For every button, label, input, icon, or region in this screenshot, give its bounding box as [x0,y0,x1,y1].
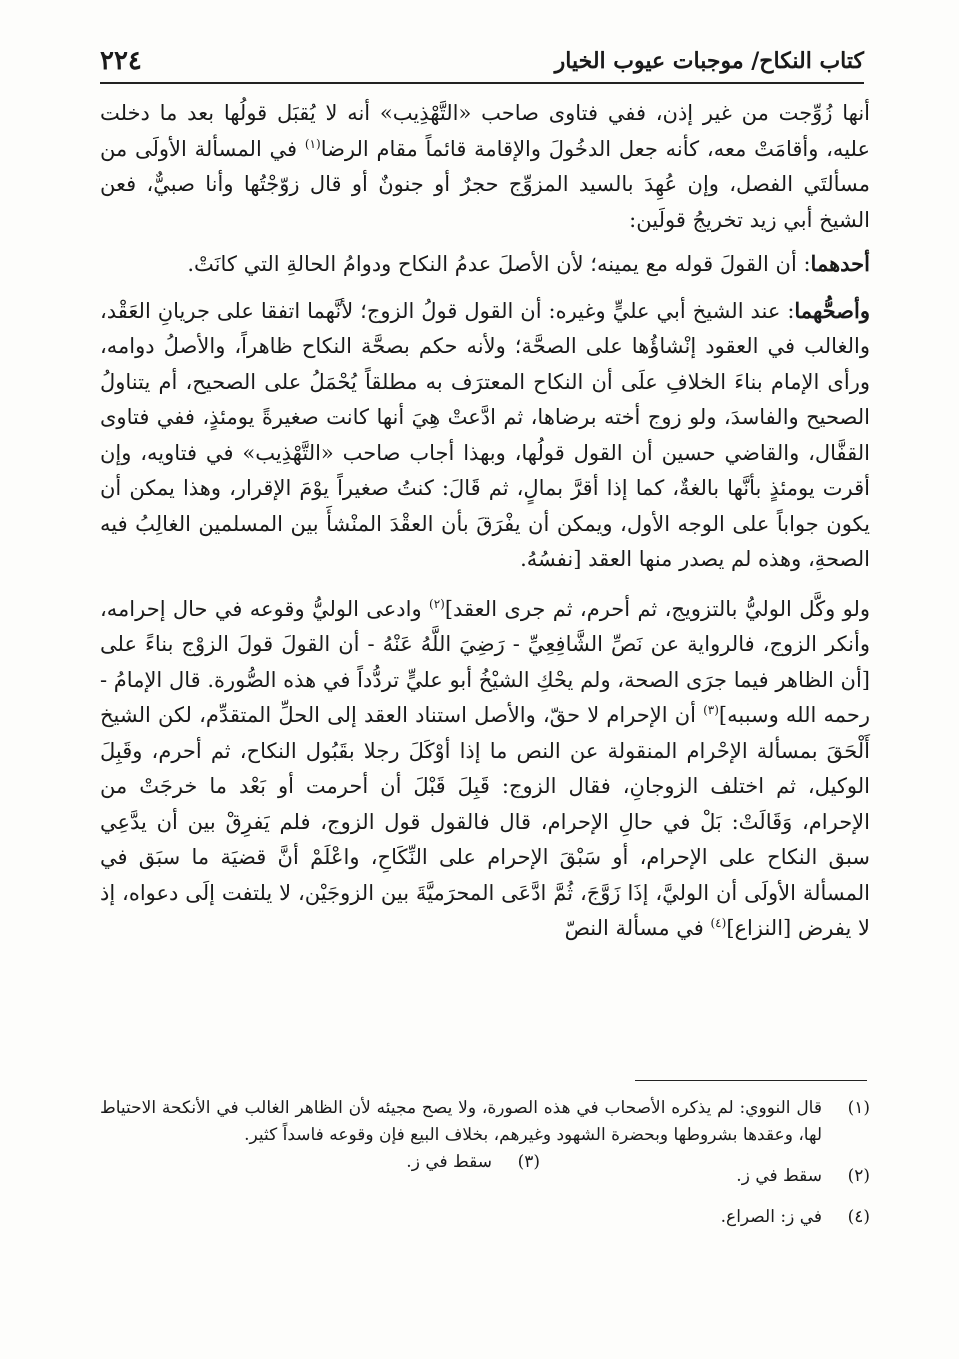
footnotes [100,1095,870,1237]
page-header [100,38,864,84]
footnote-4-text: في ز: الصراع. [720,1207,822,1227]
footnote-3-text: سقط في ز. [406,1152,492,1172]
paragraph-3-lead: وأصحُّهما [794,297,870,323]
paragraph-3-text: : عند الشيخ أبي عليٍّ وغيره: أن القول قولُ الزوج؛ لأنَّهما اتفقا على جريانِ العَقْد، والغالب في العقود إنْشاؤُها على الصحَّة؛ ولأنه حكم بصحَّة النكاح ظاهراً، والأصلُ دوامه، ورأى الإمام بناءَ الخلافِ علَى أن النكاح المعترَف به مطلقاً يُحْمَلُ على الصحيح، أم يتناولُ الصحيح والفاسدَ، ولو زوج أخته برضاها، ثم ادَّعتْ هِيَ أنها كانت صغيرةً يومئذٍ، ففي فتاوى القفَّال، والقاضي حسين أن القول قولُها، وبهذا أجاب صاحب «التَّهْذِيب» في فتاويه، وإن أقرت يومئذٍ بأنَّها بالغةٌ، كما إذا أقرَّ بمالٍ، ثم قَالَ: كنتُ صغيراً يوْمَ الإقرار، وهذا يمكن أن يكون جواباً على الوجه الأول، ويمكن أن يفْرَقَ بأن العقْدَ المنْشأَ بين المسلمين الغالِبُ فيه الصحةِ، وهذه لم يصدر منها العقد [نفسُهُ. [100,298,870,571]
paragraph-4-text-c: أن الإحرام لا حقّ، والأصل استناد العقد إلى الحلِّ المتقدِّم، لكن الشيخ أَلْحَقَ بمسألة الإحْرام المنقولة عن النص ما إذا أوْكَلَ رجلا بقَبُول النكاح، ثم أحرم، وقَبِلَ الوكيل، ثم اختلف الزوجانِ، فقال الزوج: قَبِلَ قَبْلَ أن أحرمت أو بَعْد ما خرجَتْ من الإحرام، وَقَالَتْ: بَلْ في حالِ الإحرام، قال فالقول قول الزوج، فلم يَفرِقْ بين أن يدَّعِي سبق النكاح على الإحرام، أو سَبْقَ الإحرام على النِّكَاحِ، واعْلَمْ أنَّ قضيَة ما سبَق في المسألة الأولَى أن الوليَّ، إذَا زَوَّجَ، ثُمَّ ادَّعَى المحرَميَّةَ بين الزوجَيْن، لا يلتفت إلَى دعواه، إذ لا يفرض [النزاع] [100,703,870,940]
footnote-2 [540,1163,870,1190]
footnote-ref-3: (٣) [703,703,719,717]
footnote-divider [635,1080,867,1081]
footnote-3 [210,1149,540,1190]
page-number: ٢٢٤ [100,46,142,76]
paragraph-4-text-a: ولو وكَّل الوليُّ بالتزويج، ثم أحرم، ثم جرى العقد] [444,596,870,621]
footnote-row-2-3 [100,1152,870,1190]
footnote-4 [100,1204,870,1231]
paragraph-4-text-b: وادعى الوليُّ وقوعه في حال إحرامه، وأنكر الزوج، فالرواية عن نَصِّ الشَّافِعِيِّ - رَضِيَ اللَّهُ عَنْهُ - أن القولَ قولَ الزوْج بناءً على [أن الظاهر فيما جرَى الصحة، ولم يحْكِ الشيْخُ أبو عليٍّ تردُّداً في هذه الصُّورة. قال الإمامُ - رحمه الله وسببه] [100,596,870,727]
footnote-2-text: سقط في ز. [736,1166,822,1186]
paragraph-4-text-d: في مسألة النصّ [564,916,711,940]
paragraph-1 [100,96,870,238]
footnote-1-text: قال النووي: لم يذكره الأصحاب في هذه الصورة، ولا يصح مجيئه لأن الظاهر الغالب في الأنكحة الاحتياط لها، وعقدها بشروطها وبحضرة الشهود وغيرهم، بخلاف البيع فإن وقوعه فاسداً كثير. [100,1098,822,1145]
paragraph-1-text-a: أنها زُوِّجت من غير إذن، ففي فتاوى صاحب «التَّهْذِيب» أنه لا يُقبَل قولُها بعد ما دخلت عليه، وأقامَتْ معه، كأنه جعل الدخُولَ والإقامة قائماً مقام الرضا [100,101,871,161]
footnote-1-number: (١) [847,1098,870,1118]
footnote-ref-4: (٤) [710,916,727,930]
paragraph-4 [100,592,870,947]
footnote-4-number: (٤) [847,1207,870,1227]
paragraph-3 [100,293,870,578]
paragraph-2 [100,246,870,283]
running-title: كتاب النكاح/ موجبات عيوب الخيار [554,48,864,74]
footnote-ref-1: (١) [304,136,321,151]
main-text [100,96,870,947]
footnote-1 [100,1095,870,1149]
paragraph-1-text-b: في المسألة الأولَى من مسألتَي الفصل، وإن عُهِدَ بالسيد المزوِّج حجرٌ أو جنونٌ أو قال زوّجْتُها وأنا صبيٌّ، فعن الشيخ أبي زيد تخريجُ قولَين: [100,136,870,232]
paragraph-2-text: : أن القولَ قوله مع يمينه؛ لأن الأصلَ عدمُ النكاح ودوامُ الحالةِ التي كانَتْ. [187,252,811,276]
footnote-3-number: (٣) [517,1152,540,1172]
footnote-ref-2: (٢) [429,596,445,611]
footnote-2-number: (٢) [847,1166,870,1186]
paragraph-2-lead: أحدهما [810,251,870,276]
